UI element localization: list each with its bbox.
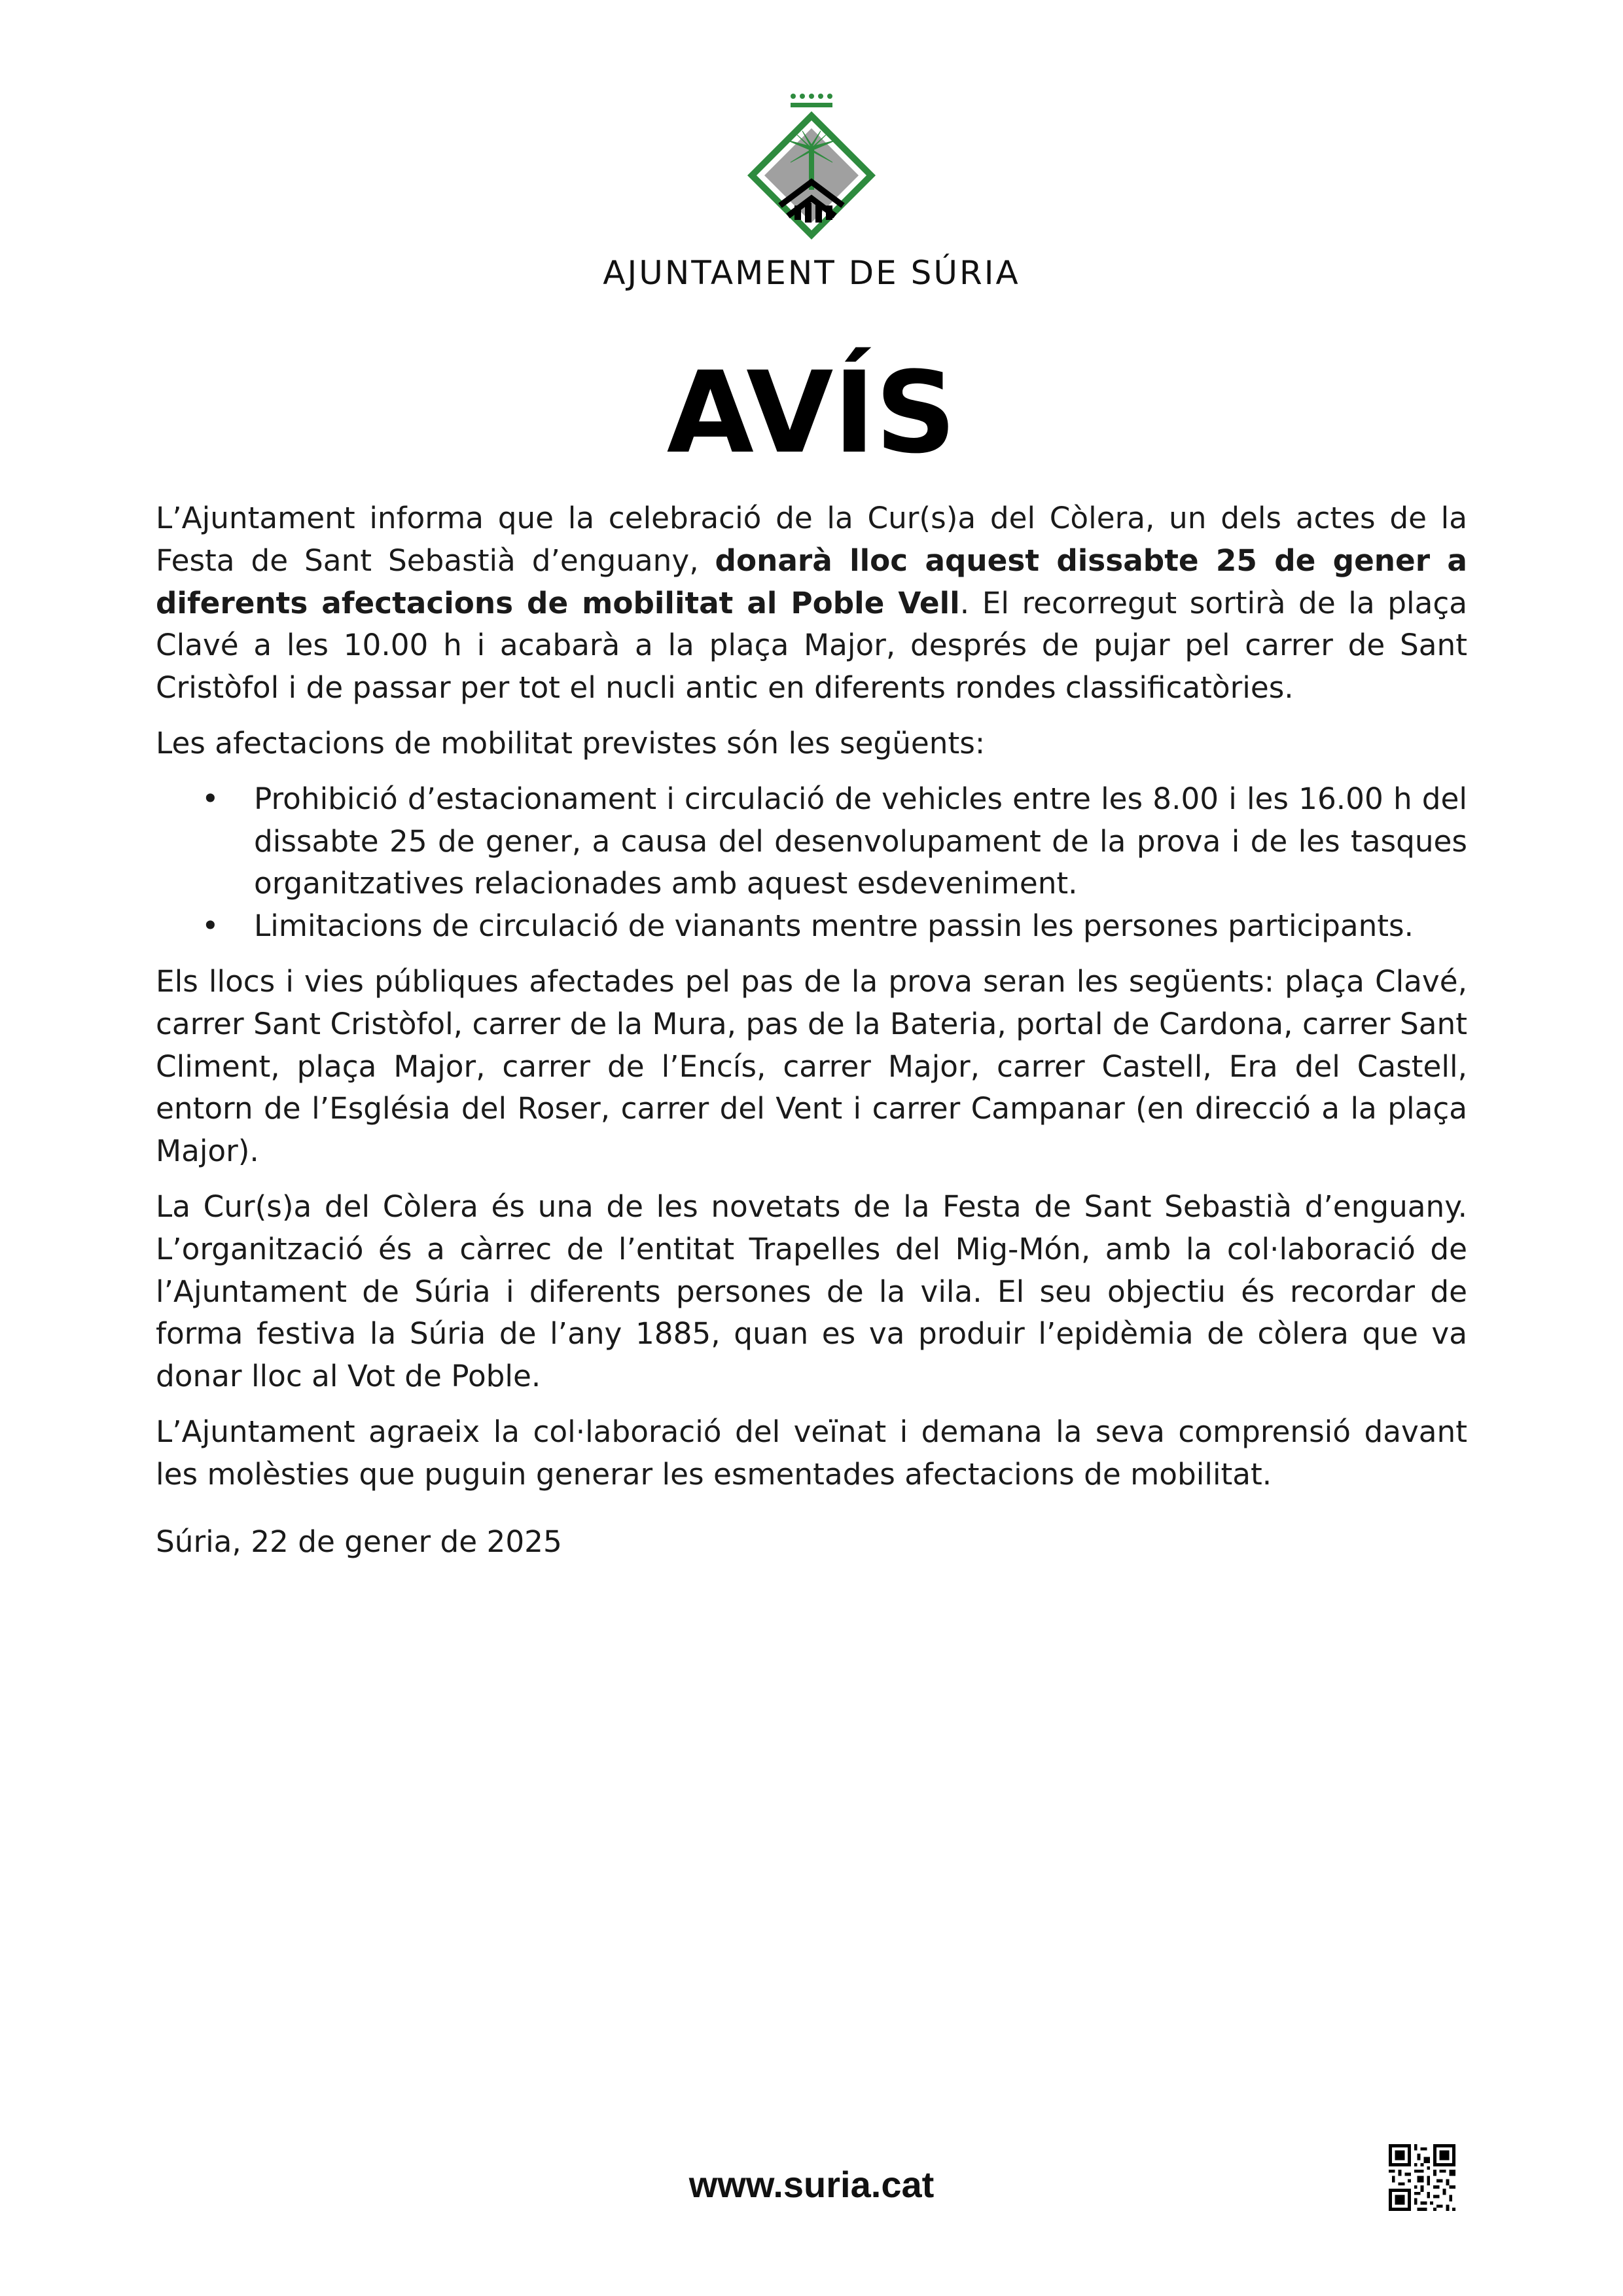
- organization-name: AJUNTAMENT DE SÚRIA: [603, 254, 1020, 292]
- date-line: Súria, 22 de gener de 2025: [156, 1524, 562, 1559]
- affectations-list: [156, 778, 1467, 948]
- bullet-icon: •: [202, 908, 219, 944]
- page-title: AVÍS: [666, 347, 957, 478]
- intro-paragraph: L’Ajuntament informa que la celebració de la Cur(s)a del Còlera, un dels actes de la Festa de Sant Sebastià d’enguany, donarà lloc aquest dissabte 25 de gener a diferents afectacions de mobilitat al Poble Vell. El recorregut sortirà de la plaça Clavé a les 10.00 h i acabarà a la plaça Major, després de pujar pel carrer de Sant Cristòfol i de passar per tot el nucli antic en diferents rondes classificatòries.: [156, 501, 1467, 706]
- municipal-emblem: [740, 90, 883, 247]
- highlighted-text: donarà lloc aquest dissabte 25 de gener a diferents afectacions de mobilitat al Poble Vell: [156, 543, 1467, 620]
- affectations-intro: Les afectacions de mobilitat previstes són les següents:: [156, 725, 986, 761]
- event-paragraph: La Cur(s)a del Còlera és una de les novetats de la Festa de Sant Sebastià d’enguany. L’organització és a càrrec de l’entitat Trapelles del Mig-Món, amb la col·laboració de l’Ajuntament de Súria i diferents persones de la vila. El seu objectiu és recordar de forma festiva la Súria de l’any 1885, quan es va produir l’epidèmia de còlera que va donar lloc al Vot de Poble.: [156, 1189, 1467, 1394]
- notice-body: [156, 497, 1467, 1576]
- crown-dots: [791, 94, 832, 99]
- thanks-paragraph: L’Ajuntament agraeix la col·laboració del veïnat i demana la seva comprensió davant les molèsties que puguin generar les esmentades afectacions de mobilitat.: [156, 1414, 1467, 1492]
- list-item: • Prohibició d’estacionament i circulació de vehicles entre les 8.00 i les 16.00 h del dissabte 25 de gener, a causa del desenvolupament de la prova i de les tasques organitzatives relacionades amb aquest esdeveniment.: [254, 778, 1467, 905]
- website-link[interactable]: www.suria.cat: [688, 2164, 935, 2205]
- places-paragraph: Els llocs i vies públiques afectades pel pas de la prova seran les següents: plaça Clavé, carrer Sant Cristòfol, carrer de la Mura, pas de la Bateria, portal de Cardona, carrer Sant Climent, plaça Major, carrer de l’Encís, carrer Major, carrer Castell, Era del Castell, entorn de l’Església del Roser, carrer del Vent i carrer Campanar (en direcció a la plaça Major).: [156, 963, 1467, 1169]
- qr-code-icon: [1389, 2144, 1455, 2211]
- bullet-icon: •: [202, 781, 219, 816]
- list-item: • Limitacions de circulació de vianants mentre passin les persones participants.: [254, 905, 1467, 948]
